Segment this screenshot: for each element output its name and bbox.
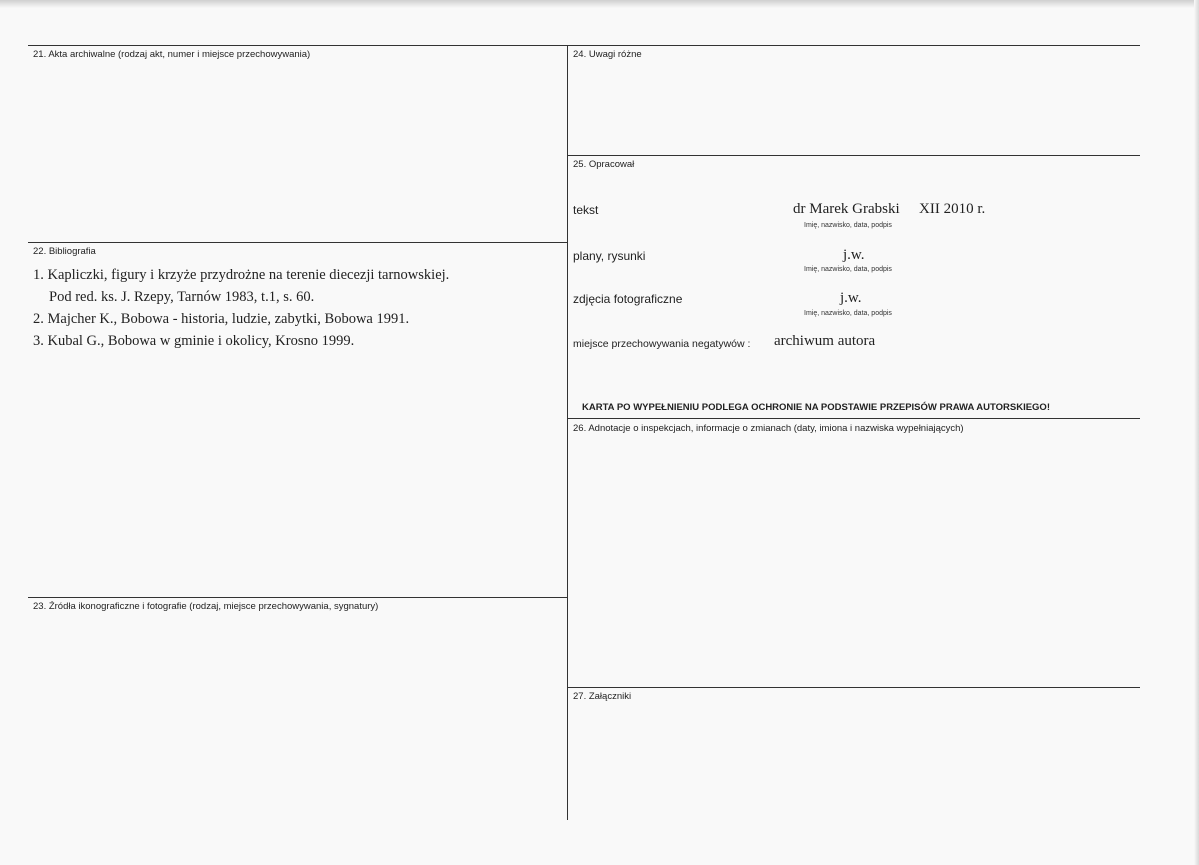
bibliography-entry-1-cont: Pod red. ks. J. Rzepy, Tarnów 1983, t.1, s. 60. bbox=[49, 289, 315, 305]
center-divider bbox=[567, 45, 568, 820]
top-rule bbox=[28, 45, 1140, 46]
tekst-date: XII 2010 r. bbox=[919, 201, 986, 217]
zdjecia-value: j.w. bbox=[840, 290, 862, 306]
copyright-notice: KARTA PO WYPEŁNIENIU PODLEGA OCHRONIE NA PODSTAWIE PRZEPISÓW PRAWA AUTORSKIEGO! bbox=[582, 402, 1050, 413]
zdjecia-signature-caption: Imię, nazwisko, data, podpis bbox=[804, 310, 892, 317]
rule-opracowal bbox=[567, 155, 1140, 156]
section-25-label: 25. Opracował bbox=[573, 159, 635, 170]
section-22-label: 22. Bibliografia bbox=[33, 246, 96, 257]
tekst-signature-caption: Imię, nazwisko, data, podpis bbox=[804, 222, 892, 229]
rule-zalaczniki bbox=[567, 687, 1140, 688]
negatywy-value: archiwum autora bbox=[774, 333, 876, 349]
bibliography-entry-1: 1. Kapliczki, figury i krzyże przydrożne na terenie diecezji tarnowskiej. bbox=[33, 267, 450, 283]
tekst-label: tekst bbox=[573, 203, 599, 217]
bibliography-entry-3: 3. Kubal G., Bobowa w gminie i okolicy, Krosno 1999. bbox=[33, 333, 355, 349]
section-21-label: 21. Akta archiwalne (rodzaj akt, numer i miejsce przechowywania) bbox=[33, 49, 311, 60]
zdjecia-label: zdjęcia fotograficzne bbox=[573, 292, 683, 306]
negatywy-label: miejsce przechowywania negatywów : bbox=[573, 338, 751, 350]
plany-value: j.w. bbox=[843, 247, 865, 263]
section-24-label: 24. Uwagi różne bbox=[573, 49, 642, 60]
plany-signature-caption: Imię, nazwisko, data, podpis bbox=[804, 266, 892, 273]
bibliography-entry-2: 2. Majcher K., Bobowa - historia, ludzie, zabytki, Bobowa 1991. bbox=[33, 311, 410, 327]
section-26-label: 26. Adnotacje o inspekcjach, informacje o zmianach (daty, imiona i nazwiska wypełniających) bbox=[573, 423, 964, 434]
scan-shadow-top bbox=[0, 0, 1199, 8]
tekst-author: dr Marek Grabski bbox=[793, 201, 900, 217]
section-27-label: 27. Załączniki bbox=[573, 691, 632, 702]
section-23-label: 23. Źródła ikonograficzne i fotografie (rodzaj, miejsce przechowywania, sygnatury) bbox=[33, 601, 379, 612]
rule-bibliografia bbox=[28, 242, 567, 243]
rule-zrodla bbox=[28, 597, 567, 598]
rule-adnotacje bbox=[567, 418, 1140, 419]
plany-label: plany, rysunki bbox=[573, 249, 646, 263]
scan-shadow-right bbox=[1194, 0, 1199, 865]
